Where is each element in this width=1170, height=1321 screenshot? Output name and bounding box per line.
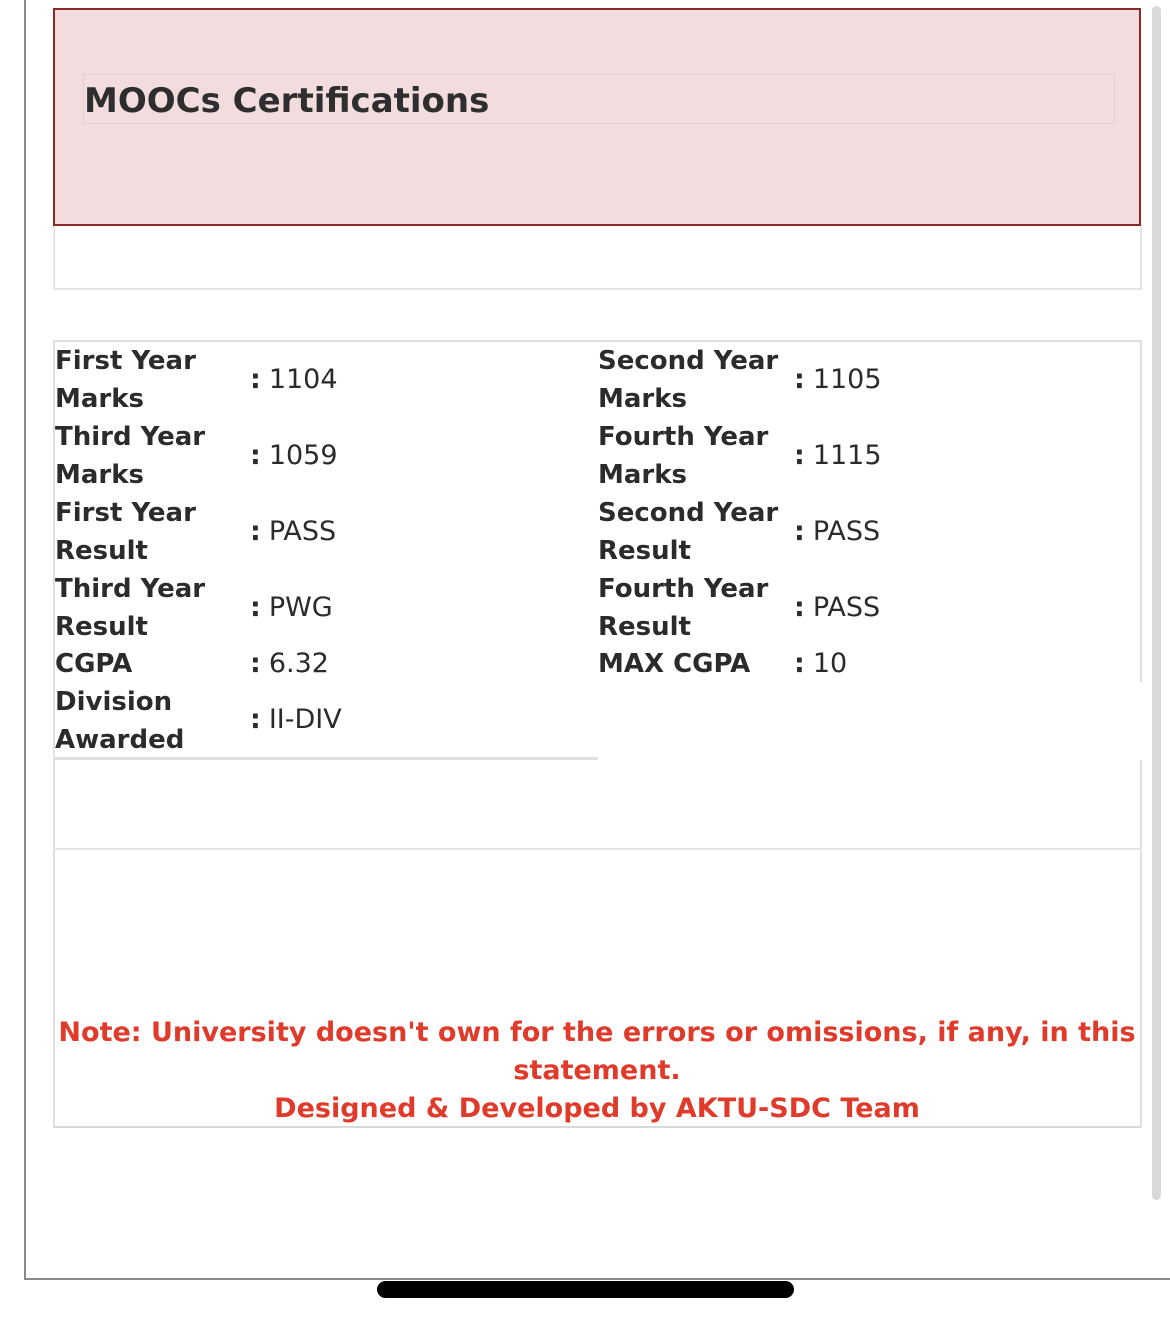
panel-title-box — [83, 74, 1115, 124]
cgpa-value: : 6.32 — [250, 648, 329, 679]
footer-note — [56, 1014, 1138, 1128]
second-year-marks-label: Second Year Marks — [598, 346, 779, 414]
third-year-marks-label: Third Year Marks — [55, 422, 206, 490]
fourth-year-result-value: : PASS — [794, 592, 881, 623]
division-awarded-value: : II-DIV — [250, 704, 342, 735]
first-year-result-label: First Year Result — [55, 498, 196, 566]
third-year-result-value: : PWG — [250, 592, 333, 623]
first-year-marks-label: First Year Marks — [55, 346, 196, 414]
fourth-year-marks-label: Fourth Year Marks — [598, 422, 769, 490]
max-cgpa-value: : 10 — [794, 648, 848, 679]
home-indicator[interactable] — [377, 1281, 794, 1298]
second-year-result-value: : PASS — [794, 516, 881, 547]
cgpa-label: CGPA — [55, 649, 133, 679]
first-year-result-value: : PASS — [250, 516, 337, 547]
second-year-result-label: Second Year Result — [598, 498, 779, 566]
mooc-certifications-panel — [53, 8, 1141, 226]
third-year-result-label: Third Year Result — [55, 574, 206, 642]
first-year-marks-value: : 1104 — [250, 364, 338, 395]
vertical-scrollbar[interactable] — [1152, 6, 1161, 1200]
credit-text: Designed & Developed by AKTU-SDC Team — [274, 1093, 920, 1124]
panel-title: MOOCs Certifications — [84, 81, 490, 121]
max-cgpa-label: MAX CGPA — [598, 649, 751, 679]
division-awarded-label: Division Awarded — [55, 687, 185, 755]
fourth-year-result-label: Fourth Year Result — [598, 574, 769, 642]
disclaimer-text: Note: University doesn't own for the errors or omissions, if any, in this statement. — [58, 1017, 1136, 1086]
empty-row — [53, 226, 1142, 290]
third-year-marks-value: : 1059 — [250, 440, 338, 471]
footer-divider — [53, 848, 1142, 850]
fourth-year-marks-value: : 1115 — [794, 440, 882, 471]
second-year-marks-value: : 1105 — [794, 364, 882, 395]
